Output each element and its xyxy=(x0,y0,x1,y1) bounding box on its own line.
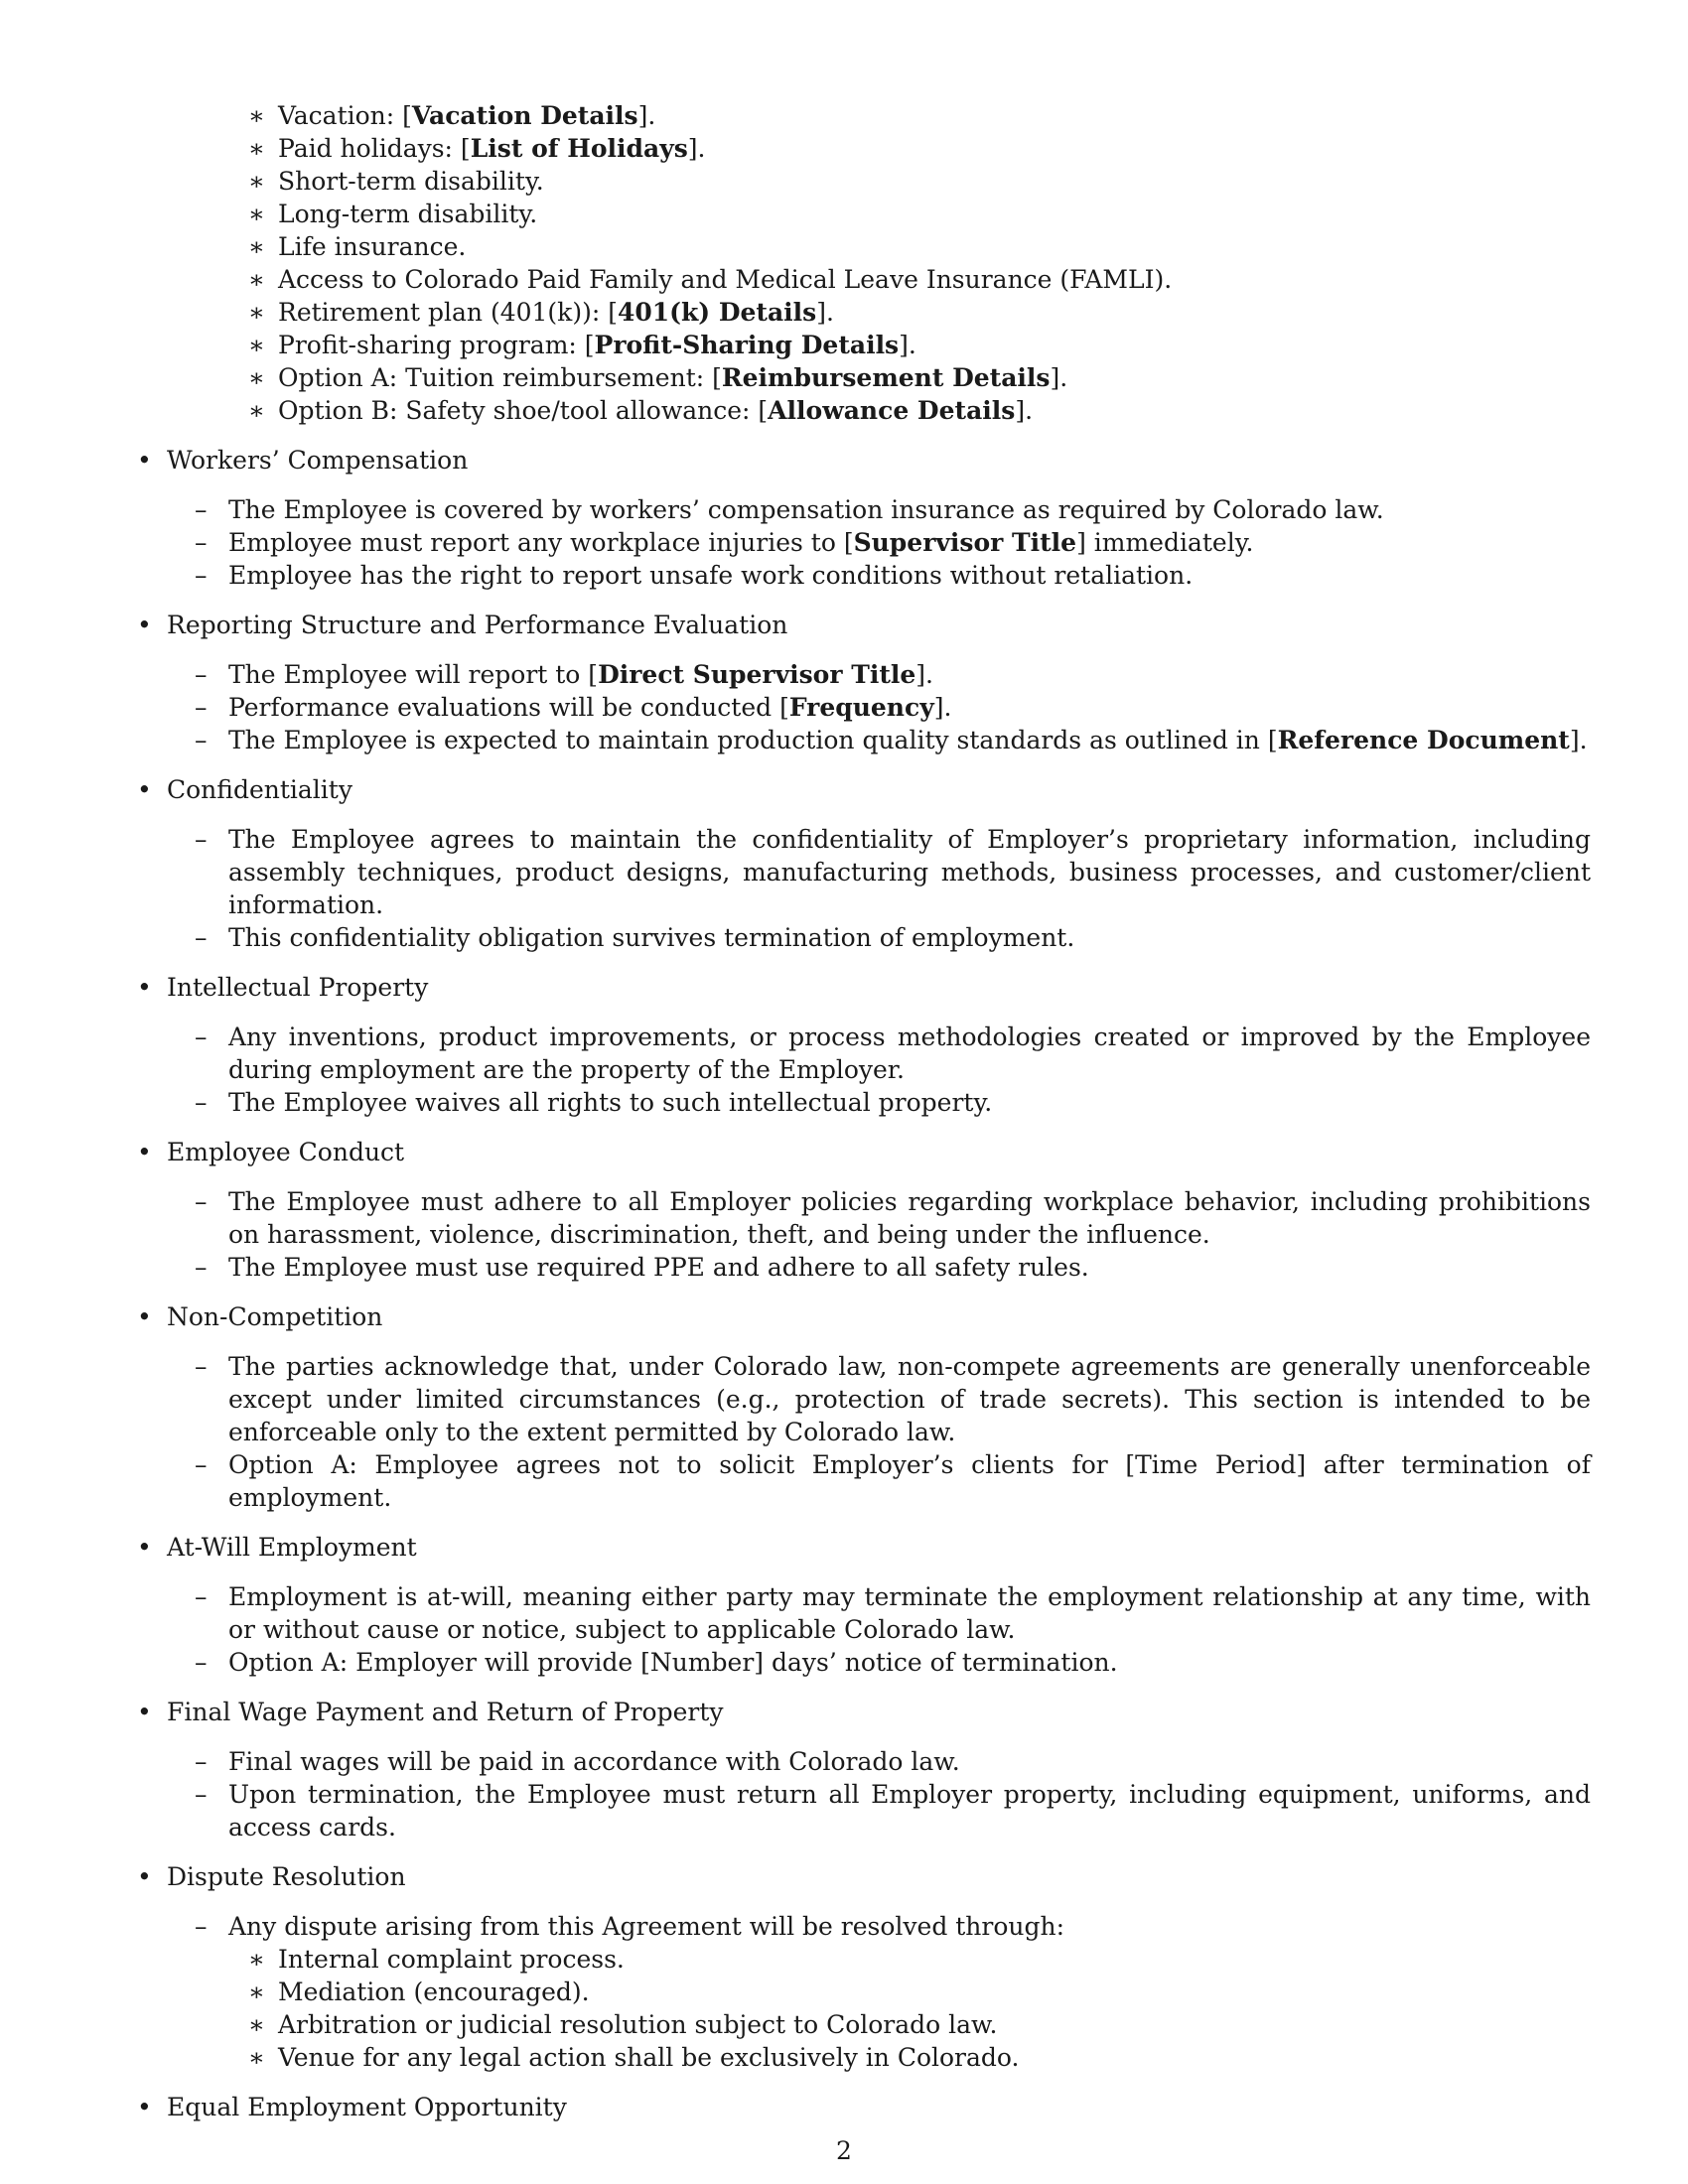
section-item: – Employment is at-will, meaning either party may terminate the employment relationship at any time, with or without cause or notice, subject to applicable Colorado law. xyxy=(228,1580,1591,1646)
benefits-list xyxy=(248,99,1589,427)
section-title: • Dispute Resolution xyxy=(167,1860,1591,1893)
section-item: – The Employee waives all rights to such intellectual property. xyxy=(228,1086,1591,1119)
section-item: – Any inventions, product improvements, or process methodologies created or improved by the Employee during employment are the property of the Employer. xyxy=(228,1021,1591,1086)
benefit-item: ∗ Short-term disability. xyxy=(248,165,1589,198)
section-non-competition xyxy=(167,1300,1591,1514)
section-title: • Equal Employment Opportunity xyxy=(167,2091,1591,2123)
benefit-item: ∗ Paid holidays: [List of Holidays]. xyxy=(248,132,1589,165)
section-items xyxy=(228,823,1591,954)
section-items xyxy=(228,1021,1591,1119)
section-item: – The parties acknowledge that, under Colorado law, non-compete agreements are generally unenforceable except under limited circumstances (e.g., protection of trade secrets). This section is intended to be enforceable only to the extent permitted by Colorado law. xyxy=(228,1350,1591,1448)
section-item: – Any dispute arising from this Agreement will be resolved through: ∗ Internal complaint process. ∗ Mediation (encouraged). ∗ Arbitration or judicial resolution subject to Colorado law. ∗ Venue for any legal action shall be exclusively in Colorado. xyxy=(228,1910,1591,2074)
section-final-wage-payment xyxy=(167,1696,1591,1843)
section-items xyxy=(228,658,1591,756)
section-item: – Employee has the right to report unsafe work conditions without retaliation. xyxy=(228,559,1591,592)
section-title: • Final Wage Payment and Return of Property xyxy=(167,1696,1591,1728)
section-item: – Upon termination, the Employee must return all Employer property, including equipment, uniforms, and access cards. xyxy=(228,1778,1591,1843)
section-title: • Confidentiality xyxy=(167,773,1591,806)
section-item: – The Employee will report to [Direct Supervisor Title]. xyxy=(228,658,1591,691)
benefit-item: ∗ Long-term disability. xyxy=(248,198,1589,230)
section-items xyxy=(228,1580,1591,1679)
benefit-item: ∗ Life insurance. xyxy=(248,230,1589,263)
section-item: – The Employee must use required PPE and adhere to all safety rules. xyxy=(228,1251,1591,1284)
section-item: – Performance evaluations will be conducted [Frequency]. xyxy=(228,691,1591,724)
section-item: – The Employee is covered by workers’ compensation insurance as required by Colorado law. xyxy=(228,493,1591,526)
section-item: – Final wages will be paid in accordance with Colorado law. xyxy=(228,1745,1591,1778)
benefit-item: ∗ Profit-sharing program: [Profit-Sharing Details]. xyxy=(248,329,1589,361)
section-title: • Intellectual Property xyxy=(167,971,1591,1004)
dispute-method-item: ∗ Arbitration or judicial resolution subject to Colorado law. xyxy=(248,2008,1591,2041)
section-items xyxy=(228,1185,1591,1284)
section-item: – The Employee is expected to maintain production quality standards as outlined in [Reference Document]. xyxy=(228,724,1591,756)
section-items xyxy=(228,493,1591,592)
benefit-item: ∗ Access to Colorado Paid Family and Medical Leave Insurance (FAMLI). xyxy=(248,263,1589,296)
page-content xyxy=(0,99,1688,2123)
benefit-item: ∗ Vacation: [Vacation Details]. xyxy=(248,99,1589,132)
section-item: – Employee must report any workplace injuries to [Supervisor Title] immediately. xyxy=(228,526,1591,559)
section-items xyxy=(228,1350,1591,1514)
dispute-methods-list xyxy=(228,1943,1591,2074)
section-workers-compensation xyxy=(167,444,1591,592)
benefit-item: ∗ Option A: Tuition reimbursement: [Reimbursement Details]. xyxy=(248,361,1589,394)
section-dispute-resolution xyxy=(167,1860,1591,2074)
benefit-item: ∗ Option B: Safety shoe/tool allowance: [Allowance Details]. xyxy=(248,394,1589,427)
section-title: • At-Will Employment xyxy=(167,1531,1591,1564)
dispute-method-item: ∗ Mediation (encouraged). xyxy=(248,1976,1591,2008)
page-number: 2 xyxy=(836,2136,852,2165)
section-item: – Option A: Employer will provide [Number] days’ notice of termination. xyxy=(228,1646,1591,1679)
dispute-method-item: ∗ Venue for any legal action shall be exclusively in Colorado. xyxy=(248,2041,1591,2074)
section-employee-conduct xyxy=(167,1136,1591,1284)
section-item: – The Employee agrees to maintain the confidentiality of Employer’s proprietary information, including assembly techniques, product designs, manufacturing methods, business processes, and customer/client information. xyxy=(228,823,1591,921)
section-equal-employment-opportunity xyxy=(167,2091,1591,2123)
section-confidentiality xyxy=(167,773,1591,954)
benefit-item: ∗ Retirement plan (401(k)): [401(k) Details]. xyxy=(248,296,1589,329)
section-title: • Non-Competition xyxy=(167,1300,1591,1333)
section-title: • Employee Conduct xyxy=(167,1136,1591,1168)
section-items xyxy=(228,1910,1591,2074)
section-item: – This confidentiality obligation survives termination of employment. xyxy=(228,921,1591,954)
dispute-method-item: ∗ Internal complaint process. xyxy=(248,1943,1591,1976)
section-title: • Workers’ Compensation xyxy=(167,444,1591,477)
section-items xyxy=(228,1745,1591,1843)
section-item: – The Employee must adhere to all Employer policies regarding workplace behavior, including prohibitions on harassment, violence, discrimination, theft, and being under the influence. xyxy=(228,1185,1591,1251)
section-title: • Reporting Structure and Performance Evaluation xyxy=(167,609,1591,641)
section-reporting-structure xyxy=(167,609,1591,756)
section-at-will-employment xyxy=(167,1531,1591,1679)
section-intellectual-property xyxy=(167,971,1591,1119)
section-item: – Option A: Employee agrees not to solicit Employer’s clients for [Time Period] after termination of employment. xyxy=(228,1448,1591,1514)
